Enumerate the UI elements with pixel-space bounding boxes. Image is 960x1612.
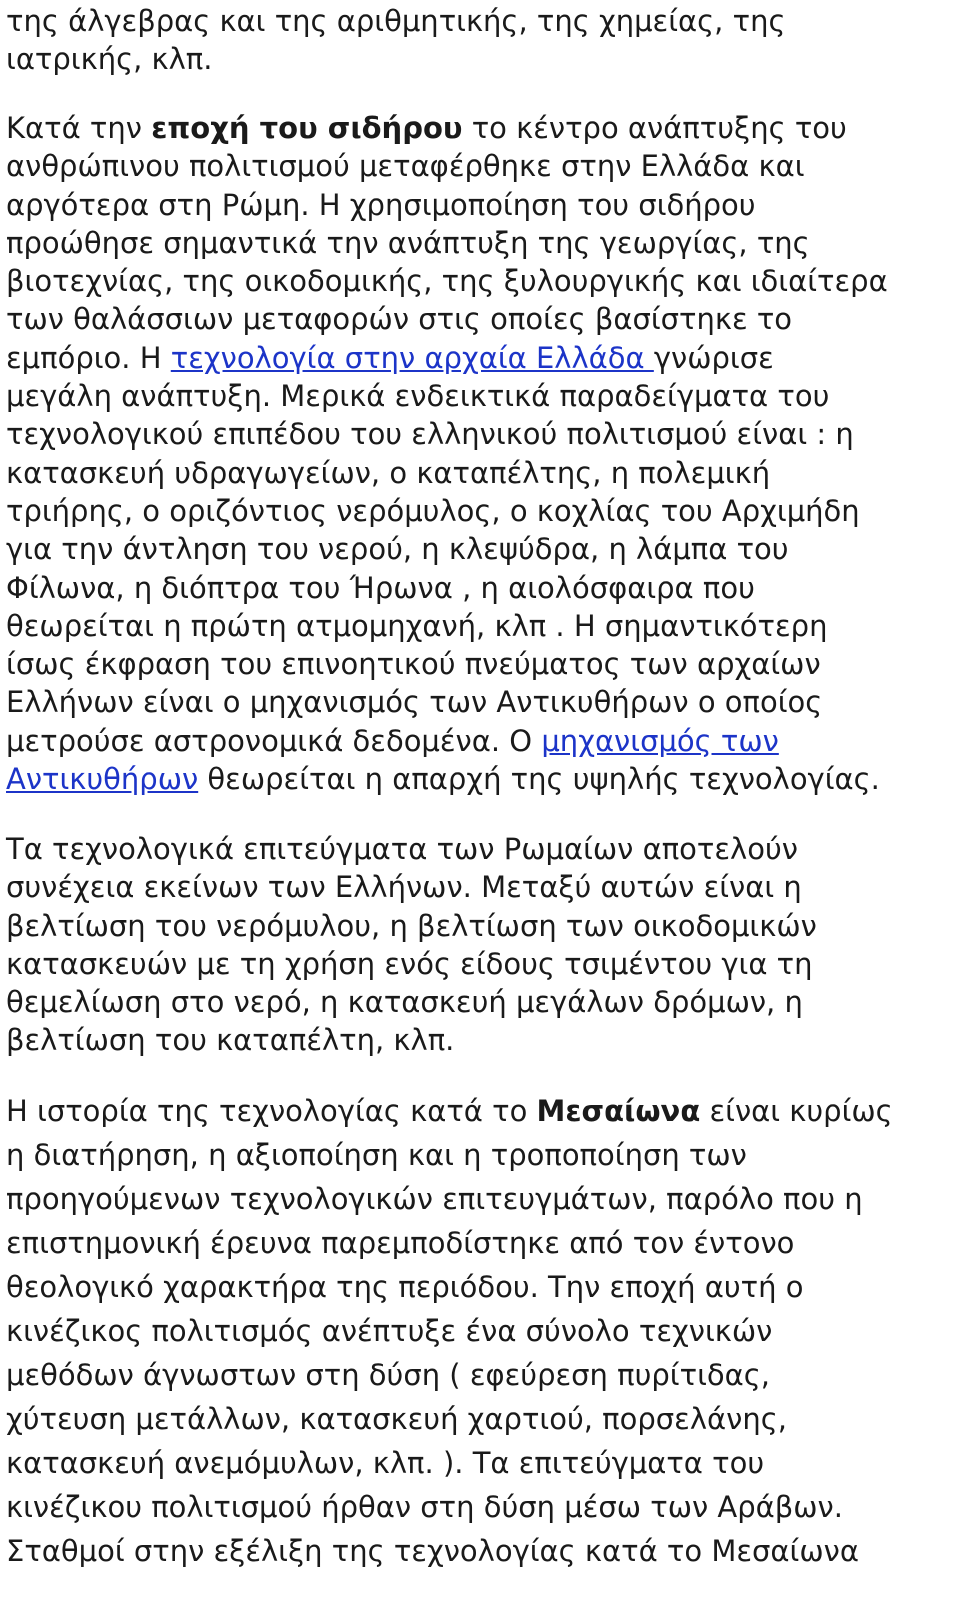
text-line	[6, 683, 956, 721]
hyperlink[interactable]: μηχανισμός των	[541, 723, 779, 758]
text-line	[6, 1397, 956, 1441]
text-run: θεολογικό χαρακτήρα της περιόδου. Την εποχή αυτή ο	[6, 1270, 804, 1304]
text-run: για την άντληση του νερού, η κλεψύδρα, η λάμπα του	[6, 532, 789, 567]
text-line	[6, 1089, 956, 1133]
text-line	[6, 147, 956, 185]
text-run: η διατήρηση, η αξιοποίηση και η τροποποίηση των	[6, 1138, 747, 1172]
text-run: κατασκευών με τη χρήση ενός είδους τσιμέντου για τη	[6, 946, 813, 981]
text-line	[6, 1309, 956, 1353]
hyperlink[interactable]: Αντικυθήρων	[6, 762, 199, 797]
text-line	[6, 1353, 956, 1397]
text-run: βιοτεχνίας, της οικοδομικής, της ξυλουργικής και ιδιαίτερα	[6, 264, 888, 299]
text-run: επιστημονική έρευνα παρεμποδίστηκε από τον έντονο	[6, 1226, 795, 1260]
text-run: τεχνολογικού επιπέδου του ελληνικού πολιτισμού είναι : η	[6, 417, 854, 452]
text-line	[6, 454, 956, 492]
text-run: Τα τεχνολογικά επιτεύγματα των Ρωμαίων αποτελούν	[6, 832, 798, 866]
text-line	[6, 1529, 956, 1573]
text-run: χύτευση μετάλλων, κατασκευή χαρτιού, πορσελάνης,	[6, 1402, 787, 1436]
text-run: κατασκευή ανεμόμυλων, κλπ. ). Τα επιτεύγματα του	[6, 1446, 765, 1480]
text-run: προηγούμενων τεχνολογικών επιτευγμάτων, παρόλο που η	[6, 1182, 863, 1216]
text-line	[6, 40, 956, 78]
text-run: βελτίωση του νερόμυλου, η βελτίωση των οικοδομικών	[6, 908, 817, 943]
text-line	[6, 492, 956, 530]
text-line	[6, 2, 956, 40]
text-line	[6, 868, 956, 906]
text-run: αργότερα στη Ρώμη. Η χρησιμοποίηση του σιδήρου	[6, 187, 756, 222]
text-line	[6, 607, 956, 645]
text-line	[6, 760, 956, 798]
text-run: ίσως έκφραση του επινοητικού πνεύματος των αρχαίων	[6, 647, 821, 682]
text-line	[6, 339, 956, 377]
bold-term: εποχή του σιδήρου	[151, 111, 463, 145]
text-line	[6, 1265, 956, 1309]
paragraph-algebra	[6, 2, 956, 79]
text-line	[6, 1177, 956, 1221]
text-run: συνέχεια εκείνων των Ελλήνων. Μεταξύ αυτών είναι η	[6, 870, 802, 905]
text-run: μεγάλη ανάπτυξη. Μερικά ενδεικτικά παραδείγματα του	[6, 379, 830, 414]
text-run: μετρούσε αστρονομικά δεδομένα. Ο	[6, 723, 542, 758]
text-run: Η ιστορία της τεχνολογίας κατά το	[6, 1094, 537, 1128]
text-run: θεωρείται η πρώτη ατμομηχανή, κλπ . Η σημαντικότερη	[6, 608, 828, 643]
text-run: θεωρείται η απαρχή της υψηλής τεχνολογίας.	[198, 762, 880, 797]
text-run: κινέζικου πολιτισμού ήρθαν στη δύση μέσω των Αράβων.	[6, 1490, 843, 1524]
text-run: Κατά την	[6, 111, 152, 145]
text-line	[6, 1221, 956, 1265]
text-line	[6, 300, 956, 338]
text-line	[6, 186, 956, 224]
text-line	[6, 1441, 956, 1485]
paragraph-middle-ages	[6, 1089, 956, 1573]
text-line	[6, 262, 956, 300]
text-run: ιατρικής, κλπ.	[6, 42, 213, 77]
text-run: το κέντρο ανάπτυξης του	[462, 111, 847, 145]
text-line	[6, 830, 956, 868]
text-run: θεμελίωση στο νερό, η κατασκευή μεγάλων δρόμων, η	[6, 985, 803, 1020]
text-run: Σταθμοί στην εξέλιξη της τεχνολογίας κατά το Μεσαίωνα	[6, 1534, 859, 1568]
bold-term: Μεσαίωνα	[536, 1094, 701, 1128]
text-line	[6, 415, 956, 453]
text-line	[6, 377, 956, 415]
text-line	[6, 1485, 956, 1529]
text-run: μεθόδων άγνωστων στη δύση ( εφεύρεση πυρίτιδας,	[6, 1358, 770, 1392]
text-line	[6, 530, 956, 568]
text-line	[6, 983, 956, 1021]
text-line	[6, 569, 956, 607]
text-line	[6, 645, 956, 683]
text-run: κατασκευή υδραγωγείων, ο καταπέλτης, η πολεμική	[6, 455, 771, 490]
text-run: κινέζικος πολιτισμός ανέπτυξε ένα σύνολο τεχνικών	[6, 1314, 773, 1348]
text-run: της άλγεβρας και της αριθμητικής, της χημείας, της	[6, 4, 786, 38]
text-run: βελτίωση του καταπέλτη, κλπ.	[6, 1023, 455, 1058]
text-line	[6, 907, 956, 945]
text-run: Ελλήνων είναι ο μηχανισμός των Αντικυθήρων ο οποίος	[6, 685, 823, 720]
text-line	[6, 945, 956, 983]
text-line	[6, 722, 956, 760]
text-run: τριήρης, ο οριζόντιος νερόμυλος, ο κοχλίας του Αρχιμήδη	[6, 493, 860, 528]
paragraph-romans	[6, 830, 956, 1060]
hyperlink[interactable]: τεχνολογία στην αρχαία Ελλάδα	[170, 340, 654, 375]
paragraph-iron-age	[6, 109, 956, 798]
text-run: Φίλωνα, η διόπτρα του Ήρωνα , η αιολόσφαιρα που	[6, 570, 755, 605]
text-run: γνώρισε	[653, 340, 774, 375]
text-line	[6, 1133, 956, 1177]
text-run: είναι κυρίως	[700, 1094, 893, 1128]
text-run: εμπόριο. Η	[6, 340, 171, 375]
text-line	[6, 109, 956, 147]
text-run: ανθρώπινου πολιτισμού μεταφέρθηκε στην Ελλάδα και	[6, 149, 805, 184]
text-run: των θαλάσσιων μεταφορών στις οποίες βασίστηκε το	[6, 302, 793, 337]
text-line	[6, 1021, 956, 1059]
text-line	[6, 224, 956, 262]
text-run: προώθησε σημαντικά την ανάπτυξη της γεωργίας, της	[6, 225, 810, 260]
